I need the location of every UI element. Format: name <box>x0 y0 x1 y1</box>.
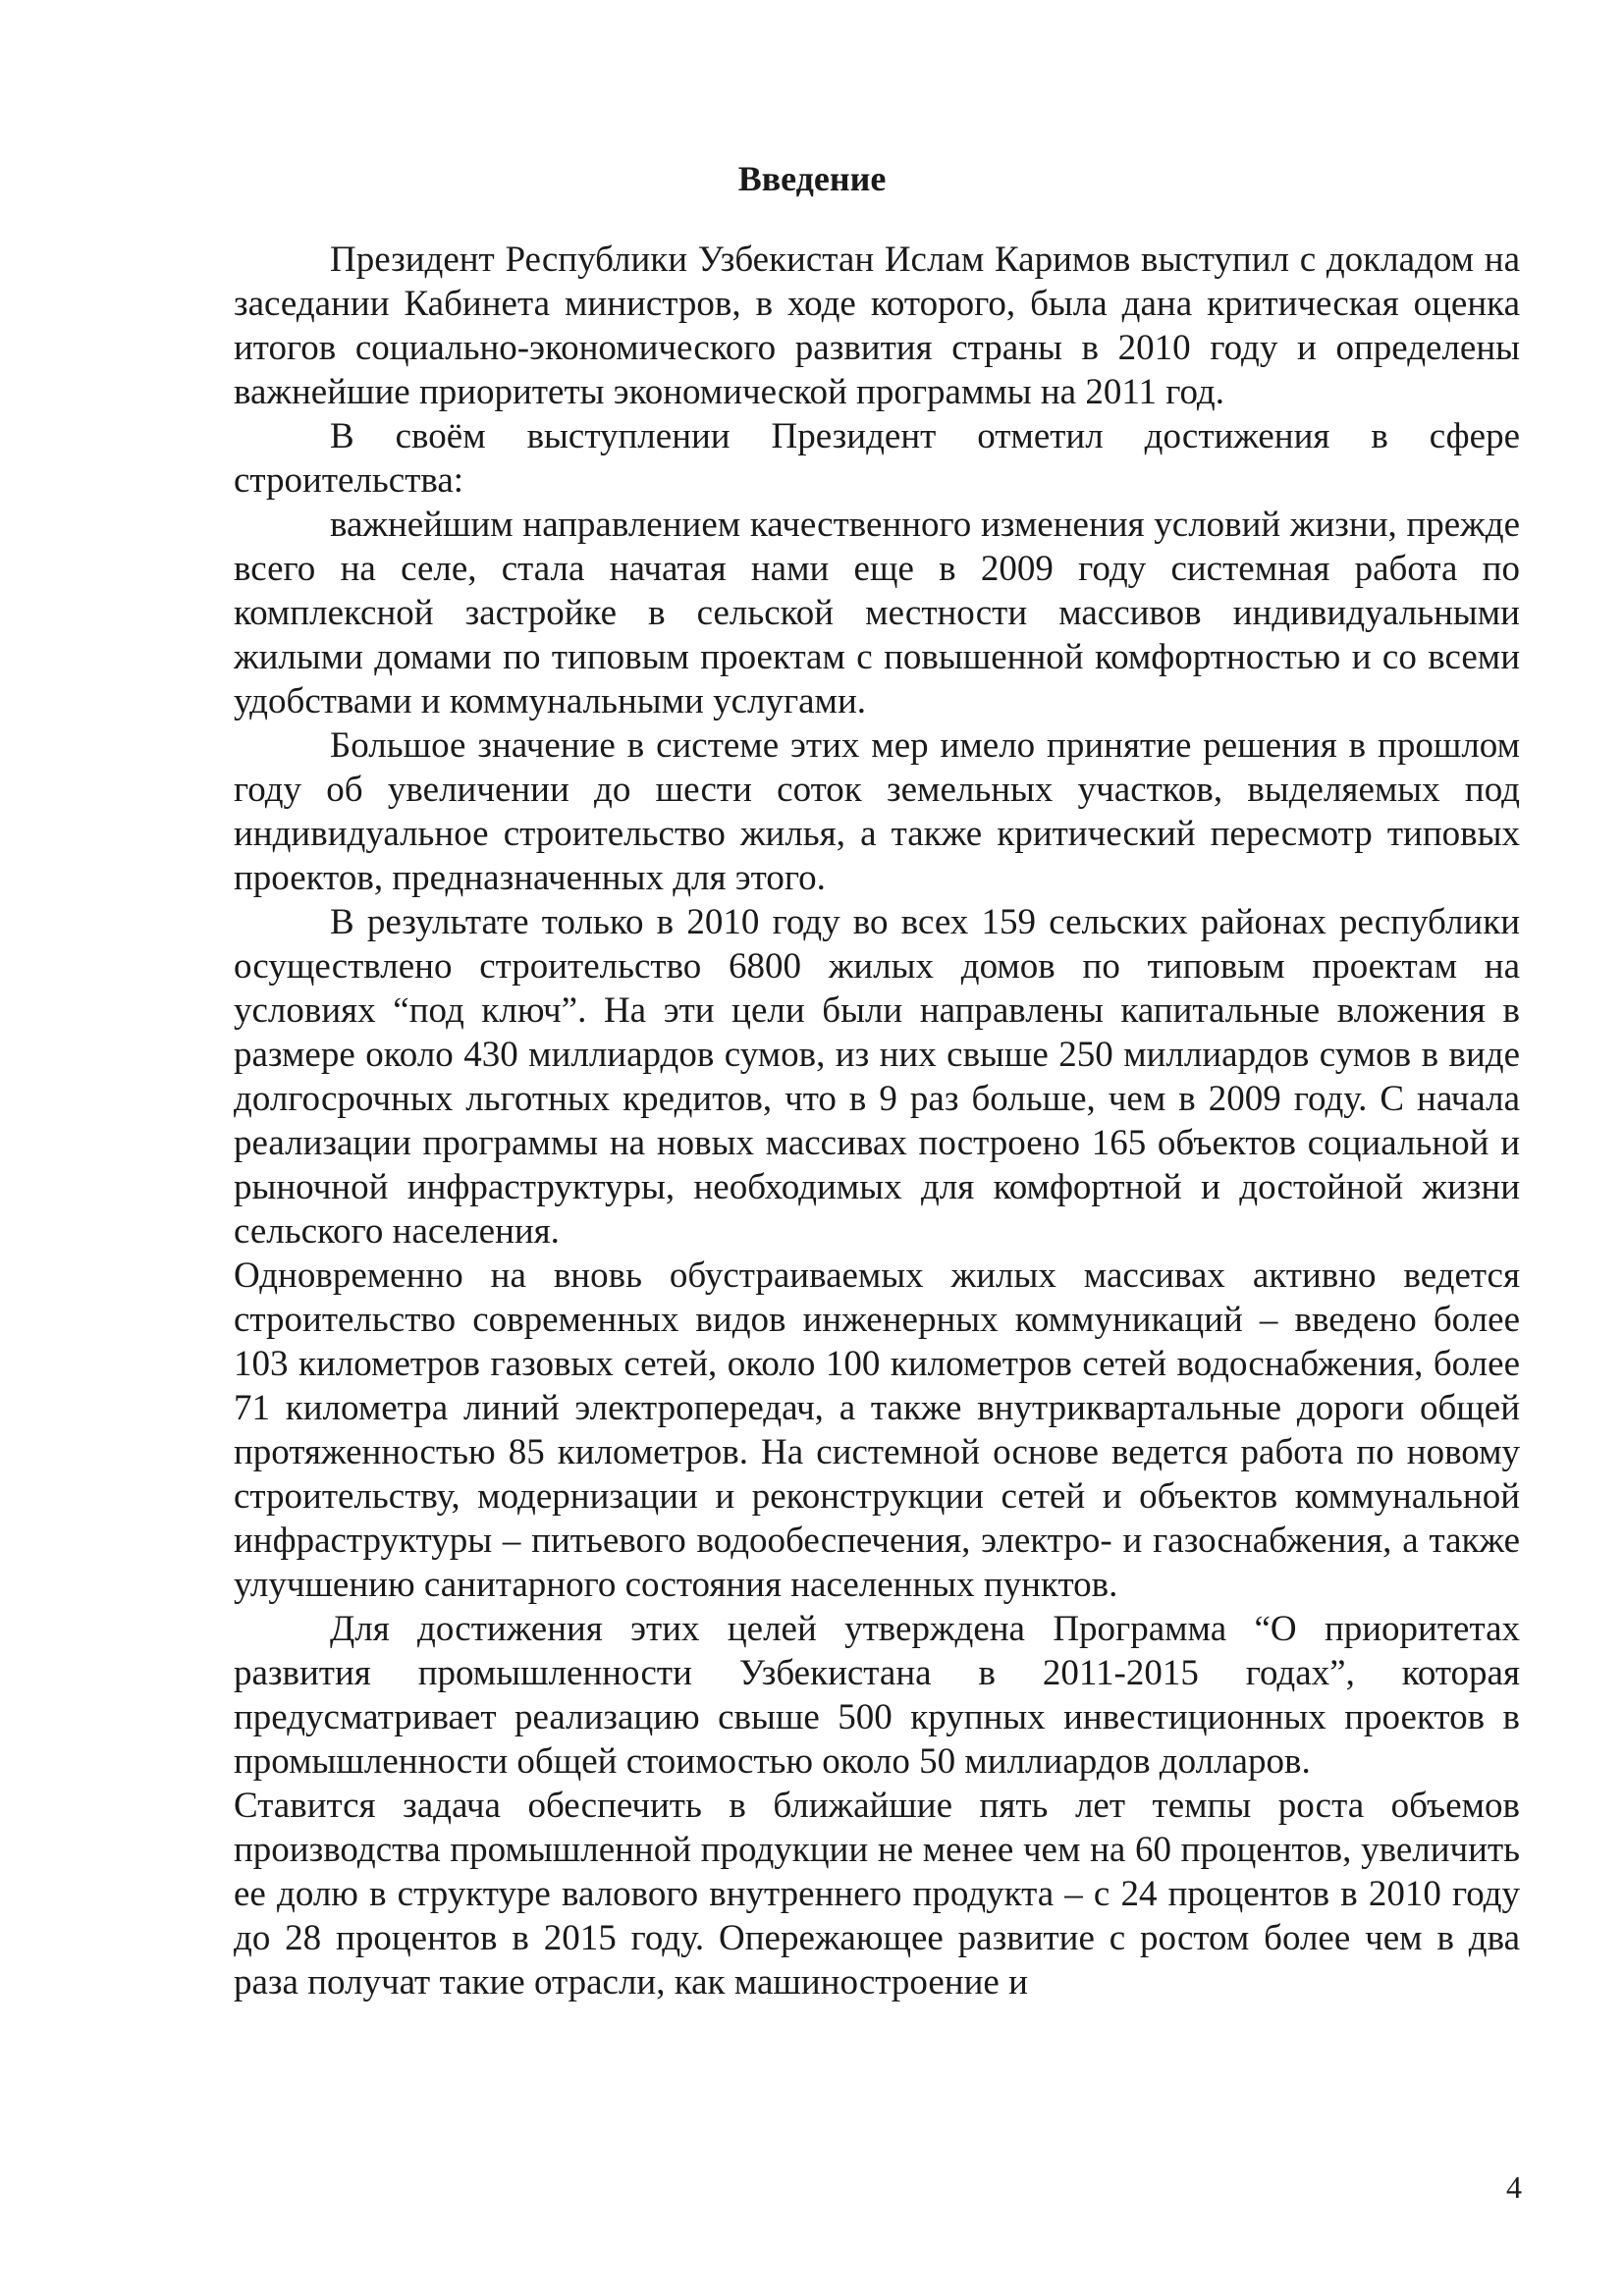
paragraph: В своём выступлении Президент отметил достижения в сфере строительства: <box>234 416 1520 501</box>
paragraph: Президент Республики Узбекистан Ислам Каримов выступил с докладом на заседании Кабинета министров, в ходе которого, была дана критическая оценка итогов социально-экономического развития страны в 2010 году и определены важнейшие приоритеты экономической программы на 2011 год. <box>234 240 1520 412</box>
paragraph: Одновременно на вновь обустраиваемых жилых массивах активно ведется строительство современных видов инженерных коммуникаций – введено более 103 километров газовых сетей, около 100 километров сетей водоснабжения, более 71 километра линий электропередач, а также внутриквартальные дороги общей протяженностью 85 километров. На системной основе ведется работа по новому строительству, модернизации и реконструкции сетей и объектов коммунальной инфраструктуры – питьевого водообеспечения, электро- и газоснабжения, а также улучшению санитарного состояния населенных пунктов. <box>234 1255 1520 1605</box>
paragraph: Большое значение в системе этих мер имело принятие решения в прошлом году об увеличении до шести соток земельных участков, выделяемых под индивидуальное строительство жилья, а также критический пересмотр типовых проектов, предназначенных для этого. <box>234 725 1520 898</box>
paragraph: Для достижения этих целей утверждена Программа “О приоритетах развития промышленности Узбекистана в 2011-2015 годах”, которая предусматривает реализацию свыше 500 крупных инвестиционных проектов в промышленности общей стоимостью около 50 миллиардов долларов. <box>234 1609 1520 1782</box>
paragraph: В результате только в 2010 году во всех 159 сельских районах республики осуществлено строительство 6800 жилых домов по типовым проектам на условиях “под ключ”. На эти цели были направлены капитальные вложения в размере около 430 миллиардов сумов, из них свыше 250 миллиардов сумов в виде долгосрочных льготных кредитов, что в 9 раз больше, чем в 2009 году. С начала реализации программы на новых массивах построено 165 объектов социальной и рыночной инфраструктуры, необходимых для комфортной и достойной жизни сельского населения. <box>234 902 1520 1252</box>
paragraph: важнейшим направлением качественного изменения условий жизни, прежде всего на селе, стала начатая нами еще в 2009 году системная работа по комплексной застройке в сельской местности массивов индивидуальными жилыми домами по типовым проектам с повышенной комфортностью и со всеми удобствами и коммунальными услугами. <box>234 505 1520 721</box>
paragraph: Ставится задача обеспечить в ближайшие пять лет темпы роста объемов производства промышленной продукции не менее чем на 60 процентов, увеличить ее долю в структуре валового внутреннего продукта – с 24 процентов в 2010 году до 28 процентов в 2015 году. Опережающее развитие с ростом более чем в два раза получат такие отрасли, как машиностроение и <box>234 1786 1520 2002</box>
page-title: Введение <box>737 159 887 198</box>
body-text <box>234 238 1520 2004</box>
page-number: 4 <box>1506 2169 1522 2205</box>
